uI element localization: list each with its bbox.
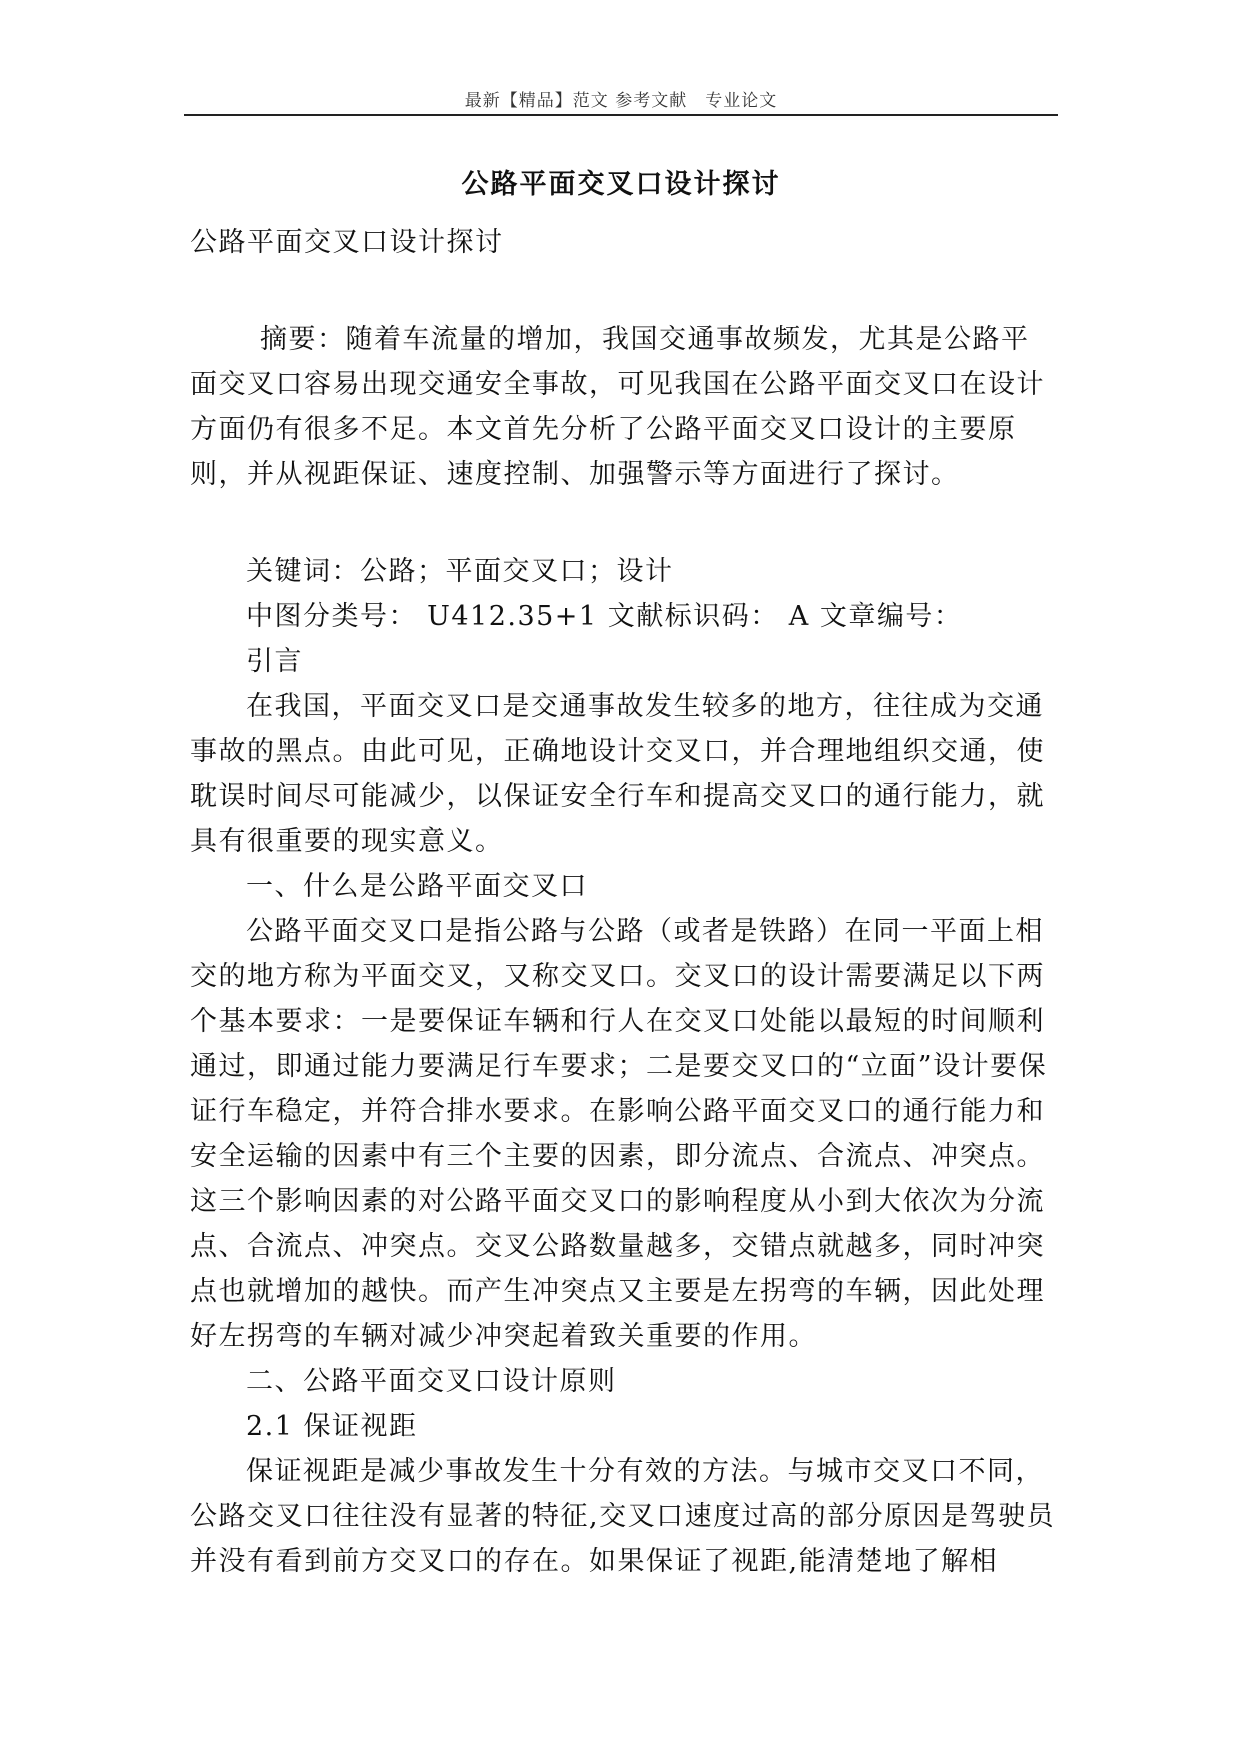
intro-paragraph: 在我国，平面交叉口是交通事故发生较多的地方，往往成为交通事故的黑点。由此可见，正确地设计交叉口，并合理地组织交通，使耽误时间尽可能减少，以保证安全行车和提高交叉口的通行能力，就具有很重要的现实意义。 [190,691,1045,857]
section-1-paragraph: 公路平面交叉口是指公路与公路（或者是铁路）在同一平面上相交的地方称为平面交叉，又称交叉口。交叉口的设计需要满足以下两个基本要求：一是要保证车辆和行人在交叉口处能以最短的时间顺利通过，即通过能力要满足行车要求；二是要交叉口的“立面”设计要保证行车稳定，并符合排水要求。在影响公路平面交叉口的通行能力和安全运输的因素中有三个主要的因素，即分流点、合流点、冲突点。这三个影响因素的对公路平面交叉口的影响程度从小到大依次为分流点、合流点、冲突点。交叉公路数量越多，交错点就越多，同时冲突点也就增加的越快。而产生冲突点又主要是左拐弯的车辆，因此处理好左拐弯的车辆对减少冲突起着致关重要的作用。 [190,916,1048,1352]
running-header: 最新【精品】范文 参考文献 专业论文 [464,91,778,111]
keywords-line: 关键词：公路；平面交叉口；设计 [246,556,674,587]
abstract-paragraph: 摘要：随着车流量的增加，我国交通事故频发，尤其是公路平面交叉口容易出现交通安全事故，可见我国在公路平面交叉口在设计方面仍有很多不足。本文首先分析了公路平面交叉口设计的主要原则，并从视距保证、速度控制、加强警示等方面进行了探讨。 [190,324,1045,490]
section-2-1-heading: 2.1 保证视距 [246,1411,418,1442]
classification-line: 中图分类号： U412.35+1 文献标识码： A 文章编号： [246,601,963,632]
section-2-heading: 二、公路平面交叉口设计原则 [246,1366,617,1397]
document-body [190,220,1056,1584]
section-1-heading: 一、什么是公路平面交叉口 [246,871,588,902]
header-divider [184,114,1058,116]
document-title: 公路平面交叉口设计探讨 [461,169,781,200]
article-subtitle: 公路平面交叉口设计探讨 [190,227,504,258]
section-2-1-paragraph: 保证视距是减少事故发生十分有效的方法。与城市交叉口不同，公路交叉口往往没有显著的特征,交叉口速度过高的部分原因是驾驶员并没有看到前方交叉口的存在。如果保证了视距,能清楚地了解相 [190,1456,1056,1577]
intro-heading: 引言 [246,646,303,677]
